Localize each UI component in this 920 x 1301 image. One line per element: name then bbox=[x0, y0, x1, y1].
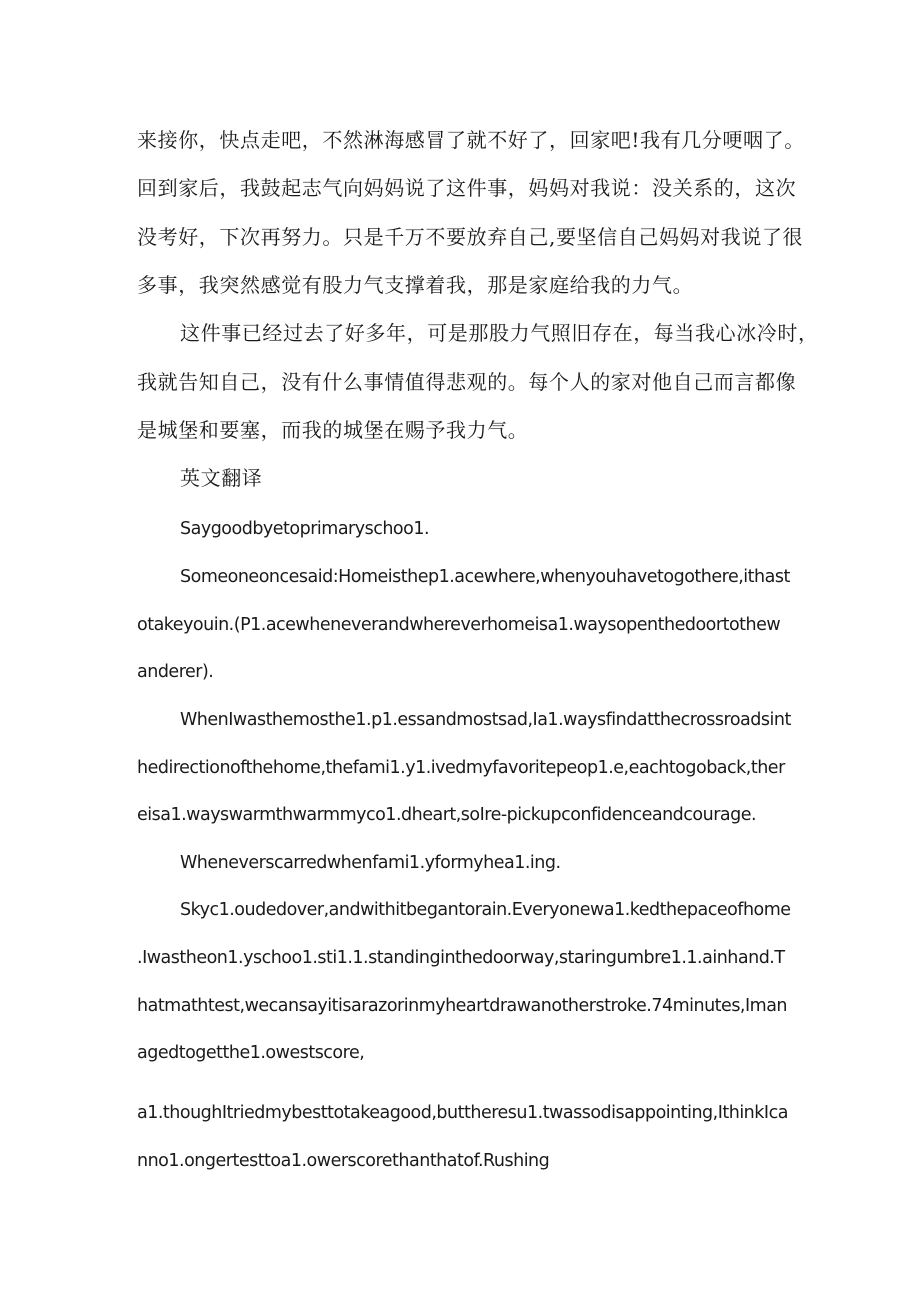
text-line: Wheneverscarredwhenfami1.yformyhea1.ing. bbox=[180, 853, 561, 873]
text-line: anderer). bbox=[137, 662, 214, 682]
text-line: hedirectionofthehome,thefami1.y1.ivedmyfavoritepeop1.e,eachtogoback,ther bbox=[137, 758, 785, 778]
text-line: otakeyouin.(P1.acewheneverandwhereverhomeisa1.waysopenthedoortothew bbox=[137, 615, 781, 635]
section-heading: 英文翻译 bbox=[180, 466, 263, 490]
text-line: 是城堡和要塞，而我的城堡在赐予我力气。 bbox=[137, 418, 529, 442]
text-line: .Iwastheon1.yschoo1.sti1.1.standinginthedoorway,staringumbre1.1.ainhand.T bbox=[137, 948, 785, 968]
text-line: 我就告知自己，没有什么事情值得悲观的。每个人的家对他自己而言都像 bbox=[137, 370, 797, 394]
text-line: a1.thoughItriedmybesttotakeagood,buttheresu1.twassodisappointing,IthinkIca bbox=[137, 1103, 788, 1123]
text-line: 回到家后，我鼓起志气向妈妈说了这件事，妈妈对我说：没关系的，这次 bbox=[137, 176, 797, 200]
text-line: 没考好，下次再努力。只是千万不要放弃自己,要坚信自己妈妈对我说了很 bbox=[137, 225, 804, 249]
text-line: 多事，我突然感觉有股力气支撑着我，那是家庭给我的力气。 bbox=[137, 273, 694, 297]
text-line: WhenIwasthemosthe1.p1.essandmostsad,Ia1.waysfindatthecrossroadsint bbox=[180, 710, 791, 730]
text-line: Someoneoncesaid:Homeisthep1.acewhere,whenyouhavetogothere,ithast bbox=[180, 567, 790, 587]
text-line: 这件事已经过去了好多年，可是那股力气照旧存在，每当我心冰冷时， bbox=[180, 321, 819, 345]
text-line: 来接你，快点走吧，不然淋海感冒了就不好了，回家吧!我有几分哽咽了。 bbox=[137, 128, 805, 152]
text-line: hatmathtest,wecansayitisarazorinmyheartdrawanotherstroke.74minutes,Iman bbox=[137, 996, 788, 1016]
text-line: Skyc1.oudedover,andwithitbegantorain.Everyonewa1.kedthepaceofhome bbox=[180, 900, 791, 920]
text-line: Saygoodbyetoprimaryschoo1. bbox=[180, 519, 430, 539]
text-line: eisa1.wayswarmthwarmmyco1.dheart,soIre-pickupconfidenceandcourage. bbox=[137, 805, 757, 825]
text-line: nno1.ongertesttoa1.owerscorethanthatof.Rushing bbox=[137, 1151, 550, 1171]
text-line: agedtogetthe1.owestscore, bbox=[137, 1043, 365, 1063]
